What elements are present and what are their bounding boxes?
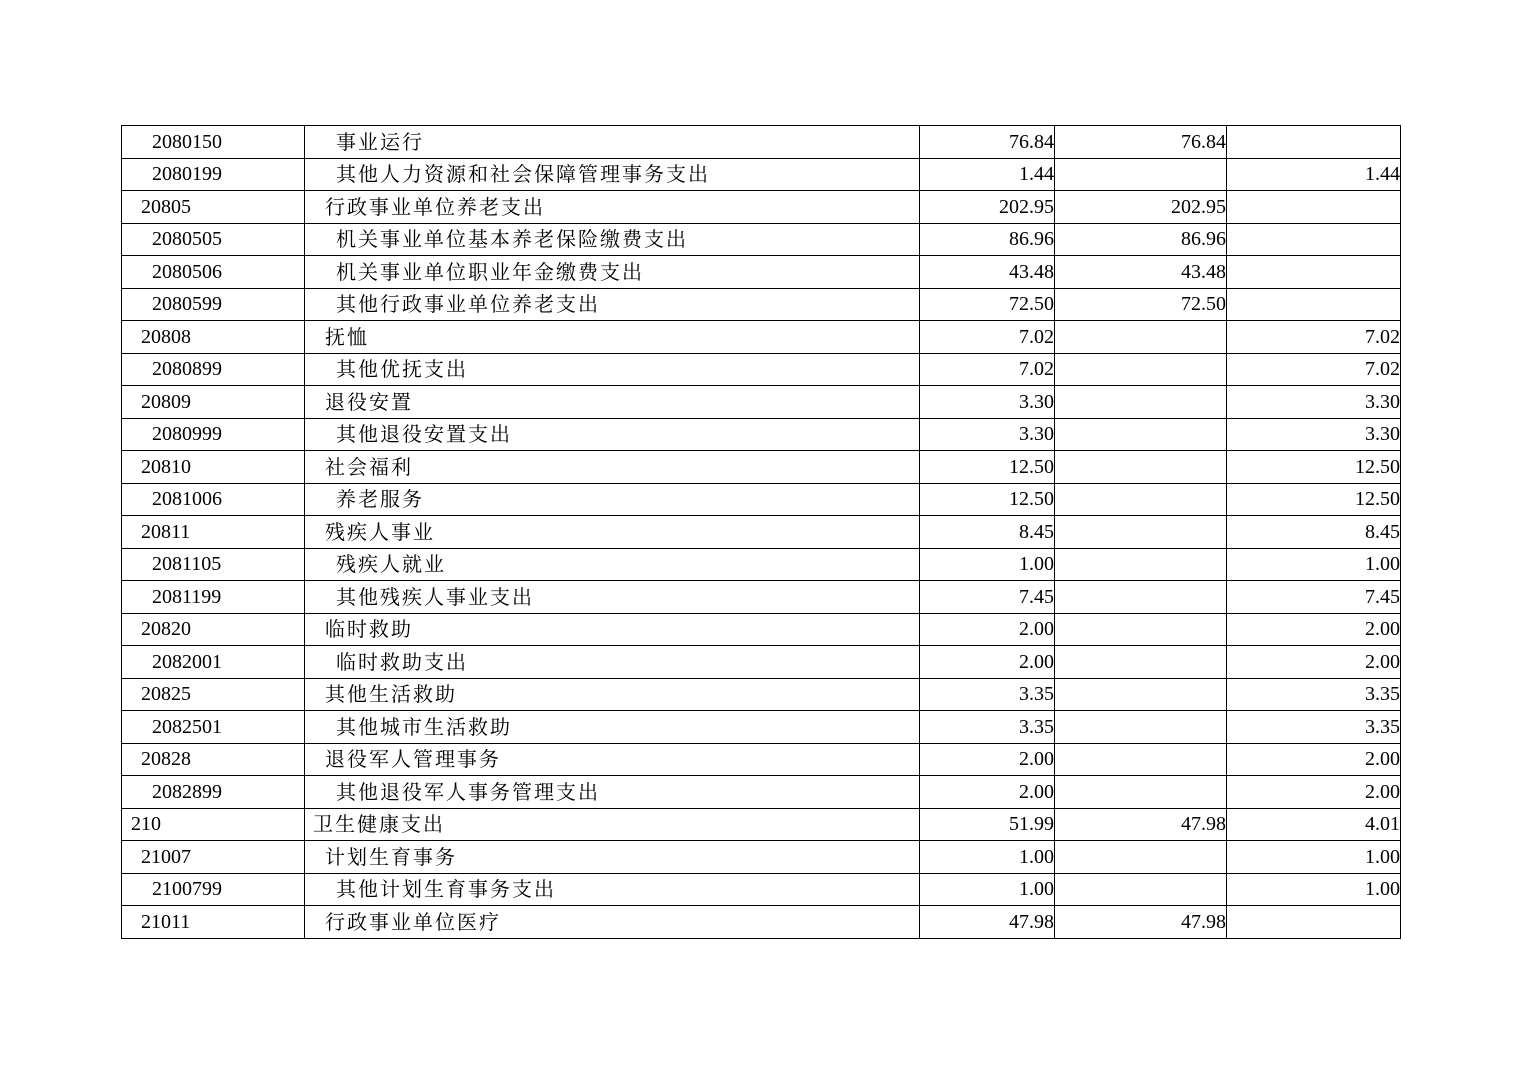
project-expenditure-cell: 7.02 — [1227, 321, 1401, 354]
basic-expenditure-cell: 47.98 — [1055, 808, 1227, 841]
basic-expenditure-cell — [1055, 451, 1227, 484]
table-row — [122, 126, 1401, 159]
total-amount-cell: 3.30 — [920, 386, 1055, 419]
total-amount-cell: 2.00 — [920, 743, 1055, 776]
table-row — [122, 321, 1401, 354]
subject-name-cell: 其他人力资源和社会保障管理事务支出 — [305, 158, 920, 191]
project-expenditure-cell: 3.30 — [1227, 386, 1401, 419]
project-expenditure-cell — [1227, 256, 1401, 289]
table-row — [122, 191, 1401, 224]
basic-expenditure-cell — [1055, 353, 1227, 386]
subject-code-cell: 20808 — [122, 321, 305, 354]
total-amount-cell: 7.02 — [920, 353, 1055, 386]
table-row — [122, 256, 1401, 289]
total-amount-cell: 12.50 — [920, 451, 1055, 484]
total-amount-cell: 8.45 — [920, 516, 1055, 549]
table-row — [122, 906, 1401, 939]
subject-name-cell: 行政事业单位医疗 — [305, 906, 920, 939]
basic-expenditure-cell — [1055, 418, 1227, 451]
table-row — [122, 808, 1401, 841]
subject-code-cell: 20810 — [122, 451, 305, 484]
total-amount-cell: 12.50 — [920, 483, 1055, 516]
total-amount-cell: 2.00 — [920, 646, 1055, 679]
table-row — [122, 223, 1401, 256]
subject-name-cell: 退役安置 — [305, 386, 920, 419]
subject-code-cell: 21011 — [122, 906, 305, 939]
basic-expenditure-cell — [1055, 711, 1227, 744]
subject-code-cell: 21007 — [122, 841, 305, 874]
subject-code-cell: 20828 — [122, 743, 305, 776]
project-expenditure-cell — [1227, 288, 1401, 321]
subject-name-cell: 行政事业单位养老支出 — [305, 191, 920, 224]
subject-name-cell: 残疾人事业 — [305, 516, 920, 549]
subject-code-cell: 2080505 — [122, 223, 305, 256]
table-row — [122, 711, 1401, 744]
project-expenditure-cell — [1227, 191, 1401, 224]
table-row — [122, 451, 1401, 484]
basic-expenditure-cell — [1055, 873, 1227, 906]
basic-expenditure-cell — [1055, 743, 1227, 776]
basic-expenditure-cell — [1055, 678, 1227, 711]
total-amount-cell: 7.02 — [920, 321, 1055, 354]
total-amount-cell: 3.30 — [920, 418, 1055, 451]
subject-name-cell: 机关事业单位基本养老保险缴费支出 — [305, 223, 920, 256]
subject-name-cell: 退役军人管理事务 — [305, 743, 920, 776]
total-amount-cell: 72.50 — [920, 288, 1055, 321]
project-expenditure-cell — [1227, 906, 1401, 939]
project-expenditure-cell: 2.00 — [1227, 613, 1401, 646]
total-amount-cell: 51.99 — [920, 808, 1055, 841]
project-expenditure-cell: 12.50 — [1227, 483, 1401, 516]
subject-code-cell: 20811 — [122, 516, 305, 549]
basic-expenditure-cell — [1055, 646, 1227, 679]
basic-expenditure-cell: 47.98 — [1055, 906, 1227, 939]
table-row — [122, 483, 1401, 516]
basic-expenditure-cell — [1055, 483, 1227, 516]
total-amount-cell: 7.45 — [920, 581, 1055, 614]
subject-code-cell: 2080999 — [122, 418, 305, 451]
table-row — [122, 776, 1401, 809]
total-amount-cell: 202.95 — [920, 191, 1055, 224]
table-row — [122, 418, 1401, 451]
subject-code-cell: 20809 — [122, 386, 305, 419]
expenditure-table — [121, 125, 1401, 939]
subject-name-cell: 卫生健康支出 — [305, 808, 920, 841]
basic-expenditure-cell: 43.48 — [1055, 256, 1227, 289]
basic-expenditure-cell — [1055, 841, 1227, 874]
subject-code-cell: 2080199 — [122, 158, 305, 191]
basic-expenditure-cell — [1055, 776, 1227, 809]
subject-code-cell: 20805 — [122, 191, 305, 224]
subject-code-cell: 2081006 — [122, 483, 305, 516]
project-expenditure-cell: 4.01 — [1227, 808, 1401, 841]
total-amount-cell: 2.00 — [920, 776, 1055, 809]
subject-code-cell: 20820 — [122, 613, 305, 646]
basic-expenditure-cell — [1055, 581, 1227, 614]
subject-name-cell: 其他残疾人事业支出 — [305, 581, 920, 614]
basic-expenditure-cell — [1055, 386, 1227, 419]
subject-name-cell: 社会福利 — [305, 451, 920, 484]
basic-expenditure-cell: 202.95 — [1055, 191, 1227, 224]
table-row — [122, 743, 1401, 776]
table-row — [122, 613, 1401, 646]
subject-name-cell: 抚恤 — [305, 321, 920, 354]
project-expenditure-cell: 7.45 — [1227, 581, 1401, 614]
project-expenditure-cell: 1.44 — [1227, 158, 1401, 191]
project-expenditure-cell: 2.00 — [1227, 776, 1401, 809]
table-row — [122, 353, 1401, 386]
subject-code-cell: 2082501 — [122, 711, 305, 744]
project-expenditure-cell: 3.35 — [1227, 711, 1401, 744]
table-row — [122, 158, 1401, 191]
total-amount-cell: 1.44 — [920, 158, 1055, 191]
subject-name-cell: 其他退役军人事务管理支出 — [305, 776, 920, 809]
total-amount-cell: 76.84 — [920, 126, 1055, 159]
total-amount-cell: 47.98 — [920, 906, 1055, 939]
basic-expenditure-cell — [1055, 158, 1227, 191]
total-amount-cell: 1.00 — [920, 873, 1055, 906]
table-row — [122, 873, 1401, 906]
subject-name-cell: 养老服务 — [305, 483, 920, 516]
subject-name-cell: 其他计划生育事务支出 — [305, 873, 920, 906]
project-expenditure-cell: 7.02 — [1227, 353, 1401, 386]
basic-expenditure-cell: 86.96 — [1055, 223, 1227, 256]
basic-expenditure-cell — [1055, 613, 1227, 646]
table-body — [122, 126, 1401, 939]
subject-code-cell: 2081105 — [122, 548, 305, 581]
project-expenditure-cell — [1227, 223, 1401, 256]
subject-name-cell: 其他退役安置支出 — [305, 418, 920, 451]
total-amount-cell: 1.00 — [920, 548, 1055, 581]
table-row — [122, 841, 1401, 874]
basic-expenditure-cell — [1055, 321, 1227, 354]
total-amount-cell: 43.48 — [920, 256, 1055, 289]
table-row — [122, 288, 1401, 321]
project-expenditure-cell — [1227, 126, 1401, 159]
subject-code-cell: 2082001 — [122, 646, 305, 679]
subject-name-cell: 其他行政事业单位养老支出 — [305, 288, 920, 321]
subject-code-cell: 2080506 — [122, 256, 305, 289]
table-row — [122, 548, 1401, 581]
subject-code-cell: 2080899 — [122, 353, 305, 386]
project-expenditure-cell: 2.00 — [1227, 743, 1401, 776]
subject-name-cell: 临时救助支出 — [305, 646, 920, 679]
table-row — [122, 646, 1401, 679]
subject-name-cell: 计划生育事务 — [305, 841, 920, 874]
subject-code-cell: 2100799 — [122, 873, 305, 906]
subject-code-cell: 2082899 — [122, 776, 305, 809]
total-amount-cell: 86.96 — [920, 223, 1055, 256]
total-amount-cell: 1.00 — [920, 841, 1055, 874]
subject-name-cell: 其他生活救助 — [305, 678, 920, 711]
subject-code-cell: 2080150 — [122, 126, 305, 159]
total-amount-cell: 2.00 — [920, 613, 1055, 646]
project-expenditure-cell: 3.30 — [1227, 418, 1401, 451]
table-row — [122, 386, 1401, 419]
project-expenditure-cell: 1.00 — [1227, 873, 1401, 906]
project-expenditure-cell: 1.00 — [1227, 841, 1401, 874]
total-amount-cell: 3.35 — [920, 711, 1055, 744]
total-amount-cell: 3.35 — [920, 678, 1055, 711]
subject-code-cell: 210 — [122, 808, 305, 841]
subject-code-cell: 2080599 — [122, 288, 305, 321]
table-row — [122, 678, 1401, 711]
subject-name-cell: 其他城市生活救助 — [305, 711, 920, 744]
subject-name-cell: 残疾人就业 — [305, 548, 920, 581]
table-row — [122, 516, 1401, 549]
project-expenditure-cell: 2.00 — [1227, 646, 1401, 679]
table-row — [122, 581, 1401, 614]
project-expenditure-cell: 3.35 — [1227, 678, 1401, 711]
subject-code-cell: 20825 — [122, 678, 305, 711]
subject-name-cell: 临时救助 — [305, 613, 920, 646]
project-expenditure-cell: 1.00 — [1227, 548, 1401, 581]
basic-expenditure-cell — [1055, 516, 1227, 549]
basic-expenditure-cell: 72.50 — [1055, 288, 1227, 321]
subject-name-cell: 机关事业单位职业年金缴费支出 — [305, 256, 920, 289]
project-expenditure-cell: 12.50 — [1227, 451, 1401, 484]
subject-name-cell: 其他优抚支出 — [305, 353, 920, 386]
project-expenditure-cell: 8.45 — [1227, 516, 1401, 549]
subject-name-cell: 事业运行 — [305, 126, 920, 159]
basic-expenditure-cell: 76.84 — [1055, 126, 1227, 159]
basic-expenditure-cell — [1055, 548, 1227, 581]
subject-code-cell: 2081199 — [122, 581, 305, 614]
